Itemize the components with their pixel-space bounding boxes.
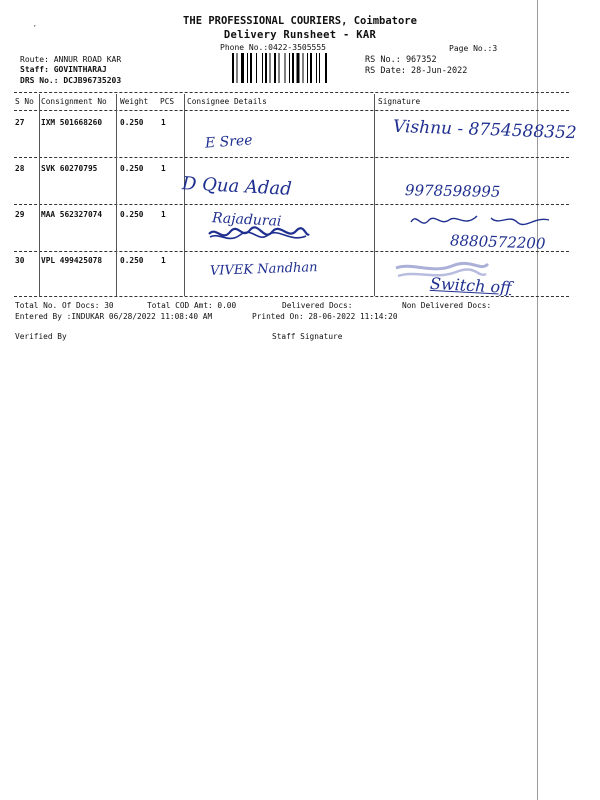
col-header-weight: Weight <box>120 97 149 106</box>
rs-number: RS No.: 967352 <box>365 55 437 65</box>
column-divider <box>184 94 185 296</box>
delivered-docs: Delivered Docs: <box>282 301 353 310</box>
route-field: Route: ANNUR ROAD KAR <box>20 55 122 64</box>
row-weight: 0.250 <box>120 164 144 173</box>
column-divider <box>39 94 40 296</box>
row-weight: 0.250 <box>120 210 144 219</box>
column-divider <box>116 94 117 296</box>
row-weight: 0.250 <box>120 118 144 127</box>
page-edge-line <box>537 0 538 800</box>
phone-number: Phone No.:0422-3505555 <box>220 43 326 52</box>
consignee-signature: VIVEK Nandhan <box>209 260 318 279</box>
staff-field: Staff: GOVINTHARAJ <box>20 65 107 74</box>
table-bottom-rule <box>14 296 569 297</box>
receiver-signature: 8880572200 <box>449 231 546 253</box>
col-header-consignment: Consignment No <box>41 97 107 106</box>
receiver-signature: Vishnu - 8754588352 <box>392 116 577 144</box>
col-header-sno: S No <box>15 97 34 106</box>
col-header-pcs: PCS <box>160 97 175 106</box>
receiver-signature: Switch off <box>429 273 512 298</box>
document-title: Delivery Runsheet - KAR <box>223 29 377 41</box>
scan-mark: · <box>32 22 38 32</box>
non-delivered-docs: Non Delivered Docs: <box>402 301 492 310</box>
row-divider <box>14 157 569 158</box>
consignee-signature: D Qua Adad <box>181 173 293 200</box>
row-weight: 0.250 <box>120 256 144 265</box>
col-header-consignee: Consignee Details <box>187 97 267 106</box>
row-sno: 28 <box>15 164 25 173</box>
row-divider <box>14 251 569 252</box>
row-pcs: 1 <box>161 164 166 173</box>
total-docs: Total No. Of Docs: 30 <box>15 301 114 310</box>
table-header-rule <box>14 110 569 111</box>
verified-by: Verified By <box>15 332 67 341</box>
printed-on: Printed On: 28-06-2022 11:14:20 <box>252 312 398 321</box>
barcode <box>232 53 357 83</box>
row-sno: 27 <box>15 118 25 127</box>
scribble-mark <box>206 222 311 244</box>
row-consignment: IXM 501668260 <box>41 118 103 127</box>
row-pcs: 1 <box>161 256 166 265</box>
row-sno: 30 <box>15 256 25 265</box>
drs-number: DRS No.: DCJB96735203 <box>20 76 122 85</box>
company-title: THE PROFESSIONAL COURIERS, Coimbatore <box>183 15 417 27</box>
row-consignment: SVK 60270795 <box>41 164 98 173</box>
row-sno: 29 <box>15 210 25 219</box>
total-cod: Total COD Amt: 0.00 <box>147 301 237 310</box>
row-pcs: 1 <box>161 210 166 219</box>
row-consignment: MAA 562327074 <box>41 210 103 219</box>
receiver-name-scribble <box>405 208 555 234</box>
col-header-signature: Signature <box>378 97 421 106</box>
page-number: Page No.:3 <box>449 44 498 53</box>
staff-signature-label: Staff Signature <box>272 332 343 341</box>
table-top-rule <box>14 92 569 93</box>
entered-by: Entered By :INDUKAR 06/28/2022 11:08:40 AM <box>15 312 213 321</box>
consignee-signature: Rajadurai <box>211 210 282 230</box>
receiver-signature: 9978598995 <box>404 181 501 201</box>
row-pcs: 1 <box>161 118 166 127</box>
rs-date: RS Date: 28-Jun-2022 <box>365 66 468 76</box>
row-divider <box>14 204 569 205</box>
consignee-signature: E Sree <box>204 132 254 152</box>
column-divider <box>374 94 375 296</box>
row-consignment: VPL 499425078 <box>41 256 103 265</box>
